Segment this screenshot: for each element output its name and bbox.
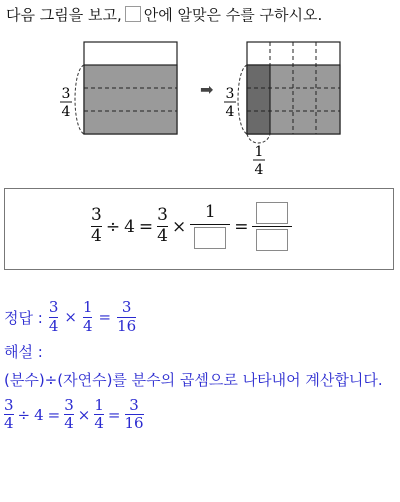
exp-frac-3: $\frac{1}{4}$ — [94, 395, 104, 433]
exp-equals-2: = — [107, 405, 121, 424]
exp-frac-1: $\frac{3}{4}$ — [4, 395, 14, 433]
frac-b — [157, 207, 168, 246]
frac-b-den: 4 — [157, 226, 168, 246]
left-fraction-label — [60, 86, 72, 120]
frac-d — [252, 202, 292, 251]
times-sign: × — [171, 216, 187, 237]
left-frac-den: 4 — [61, 104, 71, 120]
fraction-figure — [0, 0, 400, 185]
question-prefix: 다음 그림을 보고, — [6, 6, 122, 24]
answer-blank-result-den[interactable] — [256, 229, 288, 251]
answer-blank-denominator[interactable] — [194, 227, 226, 249]
frac-a — [91, 207, 102, 246]
frac-b-num: 3 — [157, 205, 168, 226]
explanation-text: (분수)÷(자연수)를 분수의 곱셈으로 나타내어 계산합니다. — [4, 370, 383, 389]
exp-frac-4: $\frac{3}{16}$ — [124, 395, 144, 433]
right-diagram — [238, 42, 340, 143]
bottom-frac-num: 1 — [254, 144, 264, 160]
exp-divide: ÷ — [17, 405, 31, 424]
answer-frac-3: $\frac{3}{16}$ — [117, 298, 137, 335]
explanation-equation — [4, 395, 396, 433]
frac-a-num: 3 — [91, 205, 102, 226]
right-fraction-label — [224, 86, 236, 120]
divisor: 4 — [124, 216, 135, 237]
exp-equals: = — [47, 405, 61, 424]
frac-c-num: 1 — [204, 202, 216, 223]
answer-times: × — [64, 308, 77, 327]
answer-line — [4, 300, 396, 335]
exp-times: × — [77, 405, 91, 424]
answer-blank-result-num[interactable] — [256, 202, 288, 224]
answer-section — [4, 300, 396, 432]
exp-frac-2: $\frac{3}{4}$ — [64, 395, 74, 433]
answer-equals: = — [98, 308, 112, 327]
explanation-label: 해설 : — [4, 342, 43, 361]
frac-c — [190, 204, 230, 249]
equation — [91, 202, 292, 251]
bottom-frac-den: 4 — [254, 162, 264, 178]
right-arrow-icon: ➡ — [200, 80, 214, 99]
divide-sign: ÷ — [105, 216, 121, 237]
right-frac-num: 3 — [225, 86, 235, 102]
question-suffix: 안에 알맞은 수를 구하시오. — [143, 6, 323, 24]
answer-frac-1: $\frac{3}{4}$ — [48, 298, 59, 335]
answer-label: 정답 : — [4, 308, 43, 327]
right-frac-den: 4 — [225, 104, 235, 120]
equals-sign: = — [138, 216, 154, 237]
equation-box — [4, 188, 394, 270]
equals-sign-2: = — [234, 216, 249, 237]
exp-divisor: 4 — [34, 405, 44, 424]
left-frac-num: 3 — [61, 86, 71, 102]
bottom-fraction-label — [253, 144, 265, 178]
answer-frac-2: $\frac{1}{4}$ — [82, 298, 93, 335]
left-diagram — [75, 42, 177, 134]
frac-a-den: 4 — [91, 226, 102, 246]
